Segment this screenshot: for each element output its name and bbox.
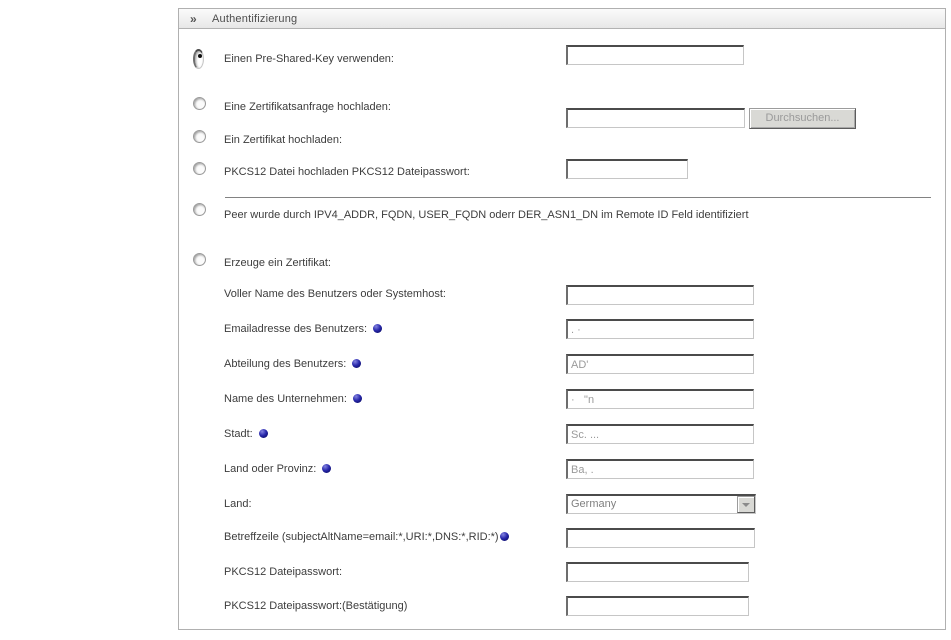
required-ball-icon xyxy=(322,464,331,473)
company-label: Name des Unternehmen: xyxy=(224,393,362,405)
fullname-input[interactable] xyxy=(566,285,754,305)
country-select-value: Germany xyxy=(571,498,617,510)
radio-pre-shared-key[interactable] xyxy=(193,49,204,69)
fullname-label: Voller Name des Benutzers oder Systemhost: xyxy=(224,288,446,300)
radio-pkcs12-upload[interactable] xyxy=(193,162,206,175)
subject-line-input[interactable] xyxy=(566,528,755,548)
section-header xyxy=(179,9,945,29)
radio-cert-request-upload[interactable] xyxy=(193,97,206,110)
pre-shared-key-label: Einen Pre-Shared-Key verwenden: xyxy=(224,53,394,65)
cert-request-upload-label: Eine Zertifikatsanfrage hochladen: xyxy=(224,101,391,113)
required-ball-icon xyxy=(500,532,509,541)
upload-file-input[interactable] xyxy=(566,108,745,128)
city-label: Stadt: xyxy=(224,428,268,440)
browse-button[interactable]: Durchsuchen... xyxy=(749,108,856,129)
separator xyxy=(225,197,931,198)
required-ball-icon xyxy=(373,324,382,333)
cert-upload-label: Ein Zertifikat hochladen: xyxy=(224,134,343,146)
department-input[interactable] xyxy=(566,354,754,374)
required-ball-icon xyxy=(259,429,268,438)
city-input[interactable] xyxy=(566,424,754,444)
section-title: Authentifizierung xyxy=(212,13,298,25)
pkcs12-upload-label: PKCS12 Datei hochladen PKCS12 Dateipasswort: xyxy=(224,166,470,178)
radio-generate-certificate[interactable] xyxy=(193,253,206,266)
radio-peer-remote-id[interactable] xyxy=(193,203,206,216)
company-input[interactable] xyxy=(566,389,754,409)
department-label: Abteilung des Benutzers: xyxy=(224,358,361,370)
chevron-double-right-icon: » xyxy=(190,12,197,26)
country-select[interactable] xyxy=(566,494,756,514)
authentication-panel xyxy=(178,8,946,630)
state-input[interactable] xyxy=(566,459,754,479)
required-ball-icon xyxy=(353,394,362,403)
pre-shared-key-input[interactable] xyxy=(566,45,744,65)
chevron-down-icon[interactable] xyxy=(737,496,755,513)
email-label: Emailadresse des Benutzers: xyxy=(224,323,382,335)
required-ball-icon xyxy=(352,359,361,368)
peer-remote-id-label: Peer wurde durch IPV4_ADDR, FQDN, USER_FQDN oderr DER_ASN1_DN im Remote ID Feld identifiziert xyxy=(224,209,749,221)
pkcs12-password-confirm-label: PKCS12 Dateipasswort:(Bestätigung) xyxy=(224,600,408,612)
email-input[interactable] xyxy=(566,319,754,339)
pkcs12-password-label: PKCS12 Dateipasswort: xyxy=(224,566,342,578)
country-label: Land: xyxy=(224,498,252,510)
state-label: Land oder Provinz: xyxy=(224,463,331,475)
generate-certificate-label: Erzeuge ein Zertifikat: xyxy=(224,257,331,269)
pkcs12-password-input[interactable] xyxy=(566,562,749,582)
radio-cert-upload[interactable] xyxy=(193,130,206,143)
pkcs12-password-confirm-input[interactable] xyxy=(566,596,749,616)
subject-line-label: Betreffzeile (subjectAltName=email:*,URI:*,DNS:*,RID:*) xyxy=(224,531,509,543)
pkcs12-upload-password-input[interactable] xyxy=(566,159,688,179)
